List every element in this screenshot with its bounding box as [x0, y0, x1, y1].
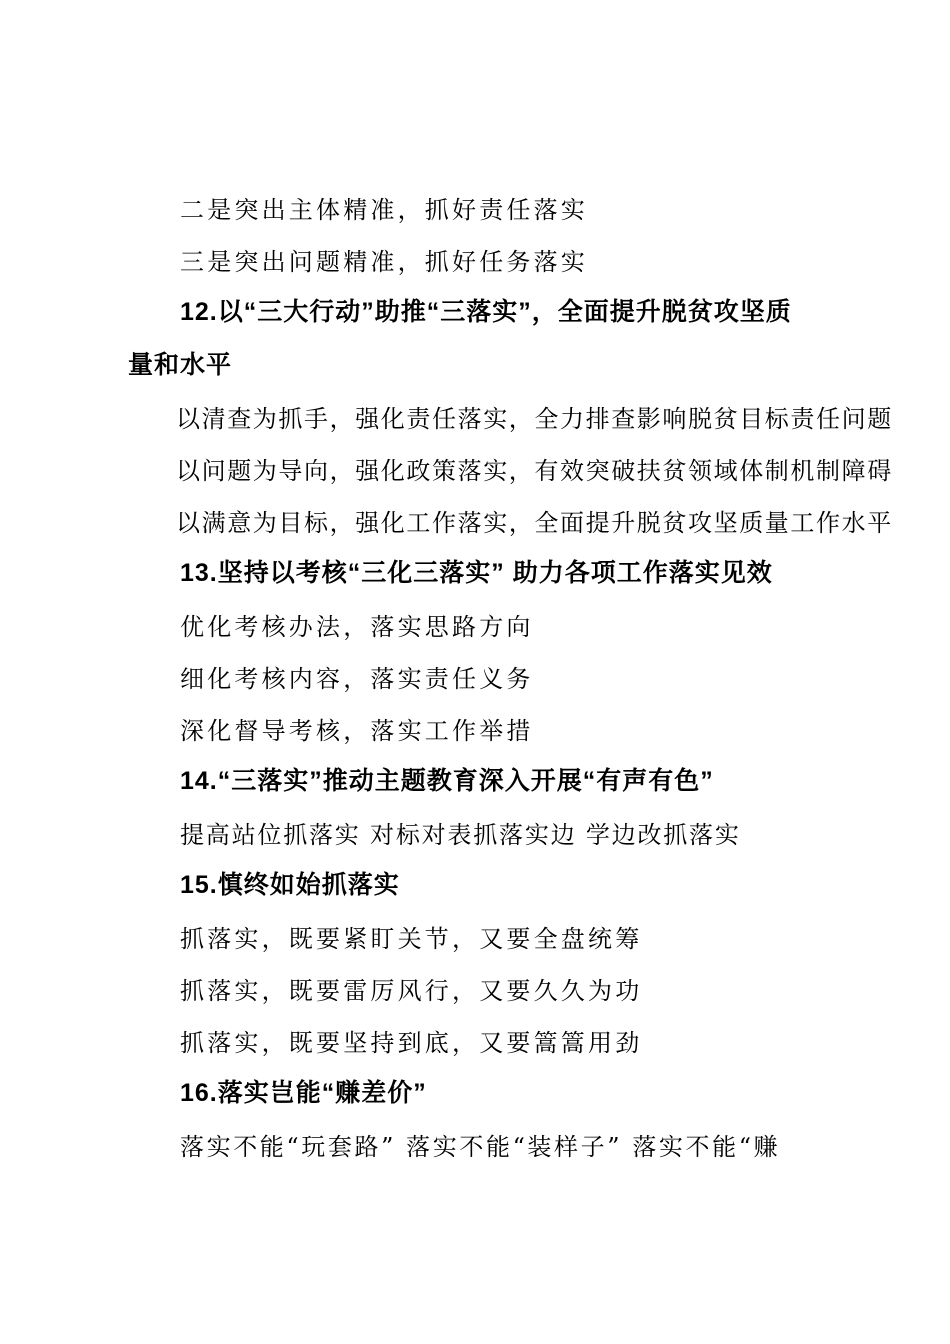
section-heading: 15.慎终如始抓落实 — [180, 871, 400, 899]
text-line: 抓落实，既要雷厉风行，又要久久为功 — [180, 977, 643, 1005]
text-line: 以问题为导向，强化政策落实，有效突破扶贫领域体制机制障碍 — [176, 457, 893, 485]
text-line: 提高站位抓落实 对标对表抓落实边 学边改抓落实 — [180, 821, 741, 849]
text-line: 以清查为抓手，强化责任落实，全力排查影响脱贫目标责任问题 — [176, 405, 893, 433]
text-line: 细化考核内容，落实责任义务 — [180, 665, 534, 693]
section-heading: 12.以“三大行动”助推“三落实”，全面提升脱贫攻坚质 — [180, 298, 792, 326]
section-heading: 14.“三落实”推动主题教育深入开展“有声有色” — [180, 767, 714, 795]
text-line: 以满意为目标，强化工作落实，全面提升脱贫攻坚质量工作水平 — [176, 509, 893, 537]
text-line: 落实不能“玩套路” 落实不能“装样子” 落实不能“赚 — [180, 1133, 781, 1161]
text-line: 抓落实，既要紧盯关节，又要全盘统筹 — [180, 925, 643, 953]
text-line: 抓落实，既要坚持到底，又要篙篙用劲 — [180, 1029, 643, 1057]
section-heading-continued: 量和水平 — [128, 351, 233, 379]
text-line: 二是突出主体精准，抓好责任落实 — [180, 196, 588, 224]
text-line: 优化考核办法，落实思路方向 — [180, 613, 534, 641]
text-line: 深化督导考核，落实工作举措 — [180, 717, 534, 745]
section-heading: 13.坚持以考核“三化三落实” 助力各项工作落实见效 — [180, 559, 773, 587]
section-heading: 16.落实岂能“赚差价” — [180, 1079, 427, 1107]
text-line: 三是突出问题精准，抓好任务落实 — [180, 248, 588, 276]
